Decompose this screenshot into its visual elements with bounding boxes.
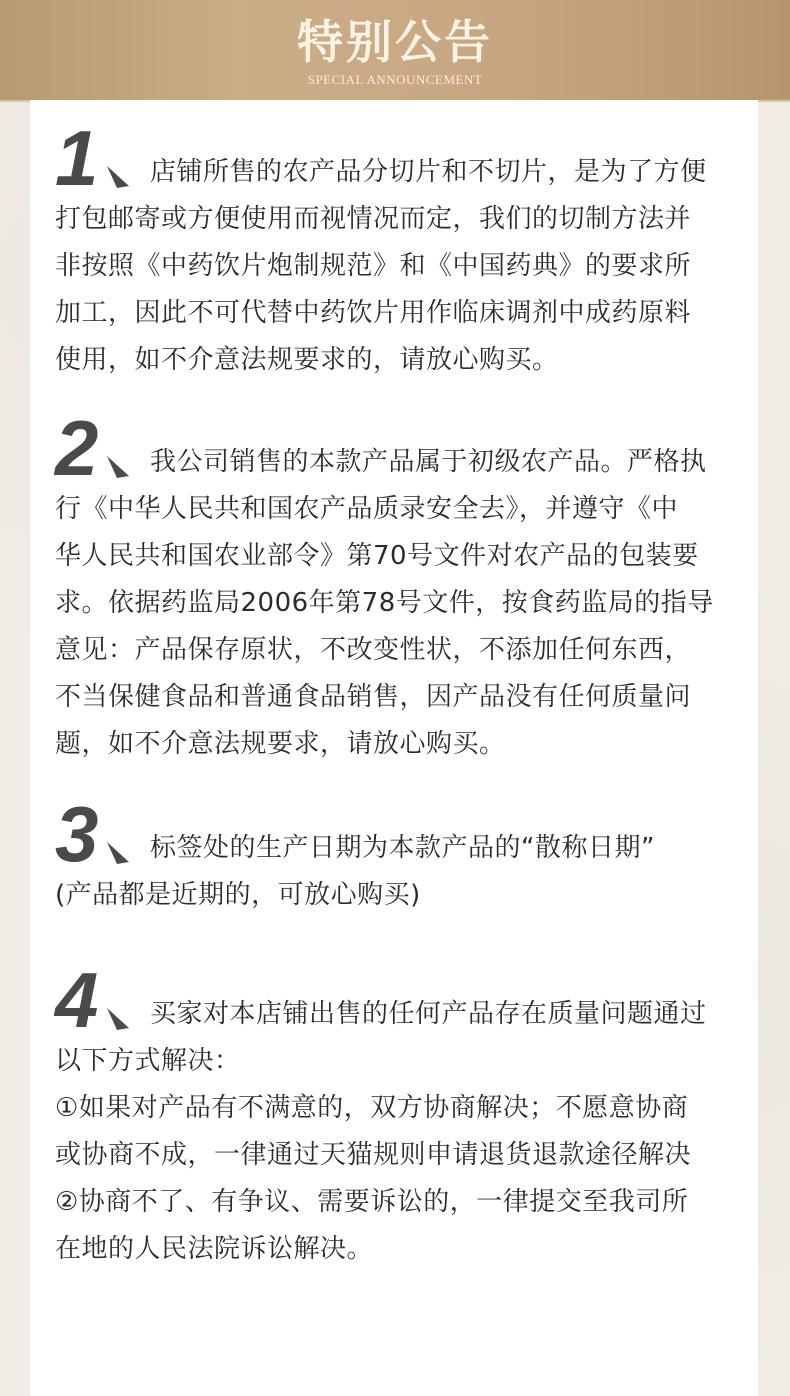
text-line: 在地的人民法院诉讼解决。 — [55, 1234, 374, 1264]
header-subtitle: SPECIAL ANNOUNCEMENT — [307, 72, 483, 87]
text-line: 意见：产品保存原状，不改变性状，不添加任何东西， — [55, 635, 692, 665]
section-number-digit: 2 — [55, 404, 99, 492]
section-text — [55, 800, 755, 919]
text-line: 加工，因此不可代替中药饮片用作临床调剂中成药原料 — [55, 298, 692, 328]
text-line: 行《中华人民共和国农产品质录安全去》，并遵守《中 — [55, 494, 679, 524]
section-text — [55, 414, 755, 768]
text-line: 标签处的生产日期为本款产品的“散称日期” — [150, 833, 655, 863]
text-line: 或协商不成，一律通过天猫规则申请退货退款途径解决 — [55, 1140, 692, 1170]
text-line: (产品都是近期的，可放心购买) — [55, 880, 421, 910]
header-title: 特别公告 — [297, 15, 493, 69]
text-line: ②协商不了、有争议、需要诉讼的，一律提交至我司所 — [55, 1187, 689, 1217]
section-number-digit: 3 — [55, 790, 99, 878]
text-line: 以下方式解决： — [55, 1046, 241, 1076]
section-number-digit: 1 — [55, 114, 99, 202]
text-line: ①如果对产品有不满意的，双方协商解决；不愿意协商 — [55, 1093, 689, 1123]
text-line: 买家对本店铺出售的任何产品存在质量问题通过 — [150, 999, 707, 1029]
text-line: 求。依据药监局2006年第78号文件，按食药监局的指导 — [55, 588, 714, 618]
announcement-header — [0, 0, 790, 102]
text-line: 我公司销售的本款产品属于初级农产品。严格执 — [150, 447, 707, 477]
text-line: 店铺所售的农产品分切片和不切片，是为了方便 — [150, 157, 707, 187]
section-text — [55, 124, 755, 384]
text-line: 题，如不介意法规要求，请放心购买。 — [55, 729, 506, 759]
text-line: 非按照《中药饮片炮制规范》和《中国药典》的要求所 — [55, 251, 692, 281]
text-line: 华人民共和国农业部令》第70号文件对农产品的包装要 — [55, 541, 699, 571]
section-number-digit: 4 — [55, 956, 99, 1044]
text-line: 打包邮寄或方便使用而视情况而定，我们的切制方法并 — [55, 204, 692, 234]
text-line: 不当保健食品和普通食品销售，因产品没有任何质量问 — [55, 682, 692, 712]
section-text — [55, 966, 755, 1273]
text-line: 使用，如不介意法规要求的，请放心购买。 — [55, 345, 559, 375]
